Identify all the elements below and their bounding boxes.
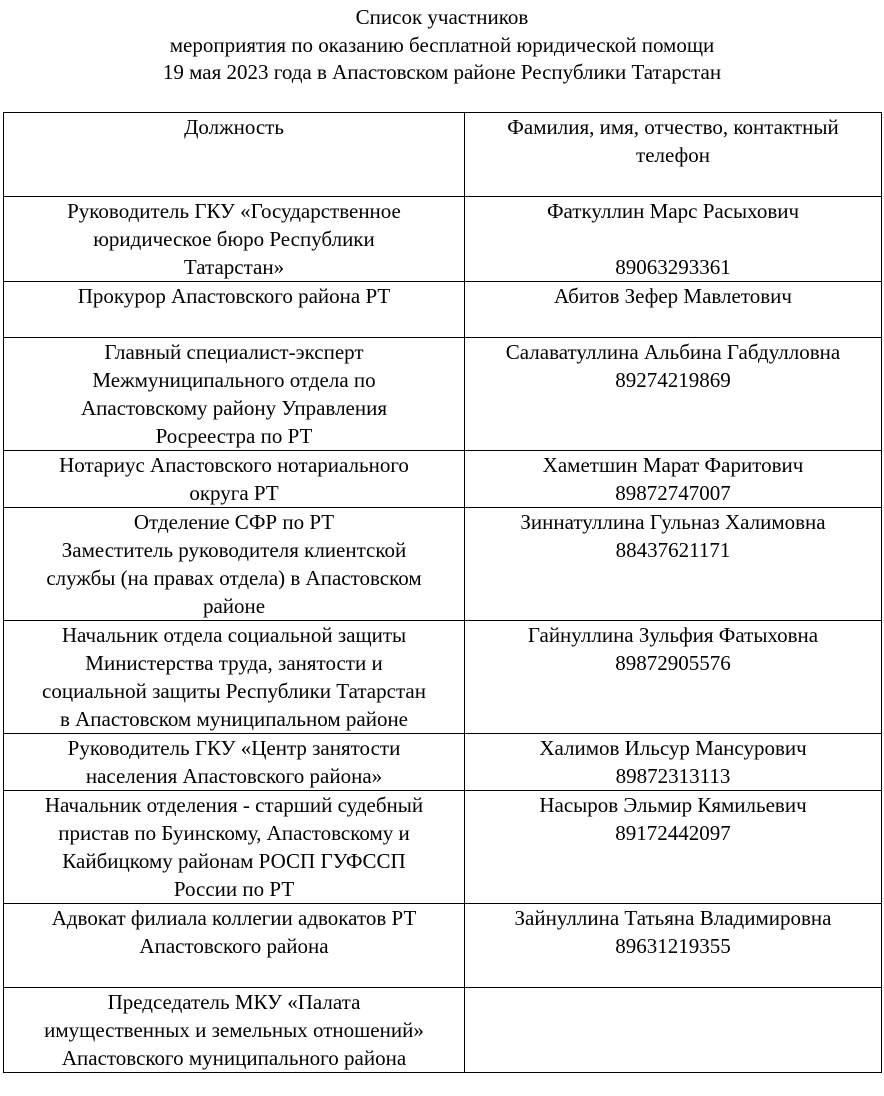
position-line: Апастовского муниципального района xyxy=(61,1046,407,1070)
cell-position xyxy=(4,282,465,338)
title-line-1: Список участников xyxy=(355,5,529,29)
position-line: Отделение СФР по РТ xyxy=(133,510,335,534)
position-line: населения Апастовского района» xyxy=(85,764,383,788)
person-line: 89872747007 xyxy=(615,481,731,505)
person-line: 89063293361 xyxy=(615,255,731,279)
table-row xyxy=(4,451,882,508)
person-line: Хаметшин Марат Фаритович xyxy=(542,453,804,477)
table-row xyxy=(4,508,882,621)
position-line: Министерства труда, занятости и xyxy=(85,651,383,675)
header-person-line: Фамилия, имя, отчество, контактный xyxy=(507,115,839,139)
position-line: Руководитель ГКУ «Центр занятости xyxy=(67,736,401,760)
position-line: Начальник отделения - старший судебный xyxy=(44,793,424,817)
person-line: Зайнуллина Татьяна Владимировна xyxy=(514,906,832,930)
cell-position xyxy=(4,508,465,621)
person-line xyxy=(469,225,877,253)
position-line: Апастовского района xyxy=(139,934,329,958)
position-line: Межмуниципального отдела по xyxy=(92,368,376,392)
position-line: Руководитель ГКУ «Государственное xyxy=(67,199,401,223)
position-line: Председатель МКУ «Палата xyxy=(107,990,361,1014)
table-row xyxy=(4,734,882,791)
person-line: Гайнуллина Зульфия Фатыховна xyxy=(527,623,819,647)
person-line: Фаткуллин Марс Расыхович xyxy=(546,199,800,223)
table-row xyxy=(4,791,882,904)
person-line: Салаватуллина Альбина Габдулловна xyxy=(505,340,841,364)
header-position-label: Должность xyxy=(184,115,284,139)
position-line: Начальник отдела социальной защиты xyxy=(61,623,407,647)
document-title xyxy=(0,4,884,87)
header-person-line: телефон xyxy=(636,143,710,167)
cell-position xyxy=(4,791,465,904)
person-line: 88437621171 xyxy=(615,538,731,562)
cell-person xyxy=(465,734,882,791)
position-line: Заместитель руководителя клиентской xyxy=(61,538,407,562)
cell-person xyxy=(465,508,882,621)
header-person xyxy=(465,113,882,197)
table-row xyxy=(4,338,882,451)
table-row xyxy=(4,282,882,338)
table-row xyxy=(4,988,882,1073)
position-line: Кайбицкому районам РОСП ГУФССП xyxy=(62,849,406,873)
cell-person xyxy=(465,197,882,282)
table-header-row xyxy=(4,113,882,197)
cell-position xyxy=(4,621,465,734)
person-line: 89872313113 xyxy=(615,764,731,788)
cell-position xyxy=(4,734,465,791)
table-row xyxy=(4,904,882,988)
cell-position xyxy=(4,338,465,451)
position-line: имущественных и земельных отношений» xyxy=(44,1018,424,1042)
person-line: 89172442097 xyxy=(615,821,731,845)
person-line: 89274219869 xyxy=(615,368,731,392)
cell-person xyxy=(465,791,882,904)
position-line: Прокурор Апастовского района РТ xyxy=(77,284,391,308)
position-line: округа РТ xyxy=(189,481,279,505)
position-line: пристав по Буинскому, Апастовскому и xyxy=(58,821,410,845)
cell-person xyxy=(465,988,882,1073)
person-line: 89631219355 xyxy=(615,934,731,958)
cell-position xyxy=(4,988,465,1073)
person-line: Насыров Эльмир Кямильевич xyxy=(539,793,807,817)
position-line: Росреестра по РТ xyxy=(155,424,313,448)
header-position xyxy=(4,113,465,197)
position-line: юридическое бюро Республики xyxy=(93,227,375,251)
position-line: Нотариус Апастовского нотариального xyxy=(59,453,409,477)
person-line: Абитов Зефер Мавлетович xyxy=(554,284,792,308)
cell-position xyxy=(4,197,465,282)
position-line: в Апастовском муниципальном районе xyxy=(59,707,409,731)
position-line: службы (на правах отдела) в Апастовском xyxy=(46,566,422,590)
position-line: Главный специалист-эксперт xyxy=(104,340,364,364)
table-row xyxy=(4,197,882,282)
position-line: Адвокат филиала коллегии адвокатов РТ xyxy=(51,906,417,930)
person-line: 89872905576 xyxy=(615,651,731,675)
cell-position xyxy=(4,451,465,508)
participants-table xyxy=(3,112,882,1073)
cell-person xyxy=(465,621,882,734)
cell-person xyxy=(465,282,882,338)
cell-person xyxy=(465,451,882,508)
person-line: Зиннатуллина Гульназ Халимовна xyxy=(520,510,826,534)
position-line: Татарстан» xyxy=(183,255,285,279)
person-line: Халимов Ильсур Мансурович xyxy=(539,736,807,760)
position-line: социальной защиты Республики Татарстан xyxy=(42,679,426,703)
position-line: Апастовскому району Управления xyxy=(80,396,388,420)
title-line-2: мероприятия по оказанию бесплатной юридической помощи xyxy=(169,32,715,57)
title-line-3: 19 мая 2023 года в Апастовском районе Республики Татарстан xyxy=(162,60,722,84)
table-row xyxy=(4,621,882,734)
position-line: районе xyxy=(202,594,266,618)
cell-position xyxy=(4,904,465,988)
cell-person xyxy=(465,338,882,451)
position-line: России по РТ xyxy=(173,877,295,901)
cell-person xyxy=(465,904,882,988)
